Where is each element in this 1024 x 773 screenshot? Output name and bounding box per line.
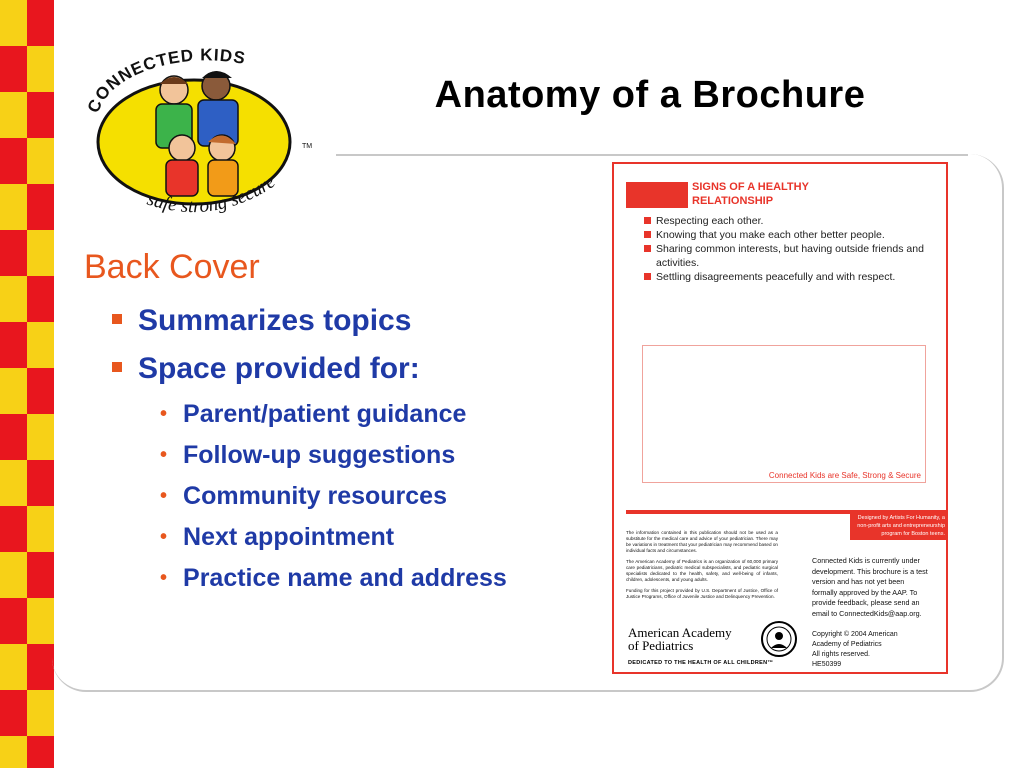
dot-bullet-icon: • [160, 403, 168, 425]
brochure-list [644, 214, 926, 284]
stripe-cell [0, 644, 27, 690]
sub-bullet-item [160, 564, 507, 593]
bullet-text: Summarizes topics [138, 304, 412, 337]
stripe-cell [27, 368, 54, 414]
square-bullet-icon [112, 362, 122, 372]
sub-bullet-item [160, 441, 455, 470]
stripe-cell [27, 0, 54, 46]
logo-tagline: safe strong secure [144, 171, 280, 218]
stripe-cell [0, 598, 27, 644]
stripe-cell [0, 230, 27, 276]
stripe-cell [27, 322, 54, 368]
copyright-line: Academy of Pediatrics [812, 641, 882, 648]
stripe-cell [27, 184, 54, 230]
checkered-stripe [0, 0, 54, 768]
stripe-cell [0, 322, 27, 368]
sub-bullet-text: Practice name and address [183, 564, 507, 592]
bullet-text: Space provided for: [138, 352, 420, 385]
fine-print-paragraph: The American Academy of Pediatrics is an organization of 60,000 primary care pediatricians, pediatric medical subspecialists, and pediatric surgical specialists dedicated to the health, safety, and well-being of infants, children, adolescents, and young adults. [626, 559, 778, 582]
sub-bullet-text: Next appointment [183, 523, 395, 551]
dot-bullet-icon: • [160, 567, 168, 589]
brochure-fine-print [626, 530, 778, 605]
page-title: Anatomy of a Brochure [434, 74, 866, 116]
stripe-cell [27, 230, 54, 276]
aap-seal-icon [760, 620, 798, 658]
bullet-item [112, 304, 411, 338]
brochure-heading [692, 180, 809, 208]
brochure-status-note: Connected Kids is currently under development. This brochure is a test version and has not yet been formally approved by the AAP. To provide feedback, please send an email to ConnectedKids@aap.org. [812, 556, 928, 618]
brochure-list-item: Respecting each other. [644, 214, 926, 228]
stripe-cell [27, 276, 54, 322]
logo-arc-text: CONNECTED KIDS [83, 45, 248, 116]
sub-bullet-text: Community resources [183, 482, 447, 510]
brochure-box-caption: Connected Kids are Safe, Strong & Secure [768, 471, 921, 480]
aap-tagline: DEDICATED TO THE HEALTH OF ALL CHILDREN™ [628, 660, 774, 666]
stripe-cell [0, 46, 27, 92]
section-heading: Back Cover [84, 248, 260, 286]
stripe-cell [27, 414, 54, 460]
sub-bullet-text: Follow-up suggestions [183, 441, 456, 469]
square-bullet-icon [112, 314, 122, 324]
sub-bullet-item [160, 400, 466, 429]
dot-bullet-icon: • [160, 444, 168, 466]
checkered-stripe-pattern [0, 0, 54, 768]
stripe-cell [0, 184, 27, 230]
dot-bullet-icon: • [160, 485, 168, 507]
stripe-cell [0, 276, 27, 322]
bullet-item [112, 352, 420, 386]
aap-wordmark-line: of Pediatrics [628, 638, 694, 653]
brochure-list-item: Sharing common interests, but having outside friends and activities. [644, 242, 926, 270]
stripe-cell [0, 552, 27, 598]
stripe-cell [0, 414, 27, 460]
stripe-cell [27, 460, 54, 506]
brochure-notes-box [642, 345, 926, 483]
copyright-line: HE50399 [812, 661, 842, 668]
sub-bullet-text: Parent/patient guidance [183, 400, 467, 428]
stripe-cell [0, 0, 27, 46]
fine-print-paragraph: Funding for this project provided by U.S. Department of Justice, Office of Justice Programs, Office of Juvenile Justice and Delinquency Prevention. [626, 588, 778, 599]
brochure-list-item: Settling disagreements peacefully and with respect. [644, 270, 926, 284]
stripe-cell [27, 46, 54, 92]
stripe-cell [0, 690, 27, 736]
brochure-designer-credit: Designed by Artists For Humanity, a non-profit arts and entrepreneurship program for Boston teens. [850, 512, 948, 540]
stripe-cell [27, 644, 54, 690]
stripe-cell [0, 506, 27, 552]
stripe-cell [0, 368, 27, 414]
brochure-copyright [812, 630, 928, 670]
aap-wordmark-line: American Academy [628, 625, 732, 640]
stripe-cell [27, 598, 54, 644]
stripe-cell [0, 736, 27, 768]
stripe-cell [0, 138, 27, 184]
fine-print-paragraph: The information contained in this publication should not be used as a substitute for the medical care and advice of your pediatrician. There may be variations in treatment that your pediatrician may recommend based on individual facts and circumstances. [626, 530, 778, 553]
stripe-cell [27, 552, 54, 598]
copyright-line: All rights reserved. [812, 651, 870, 658]
stripe-cell [27, 92, 54, 138]
brochure-back-cover [612, 162, 948, 674]
stripe-cell [0, 92, 27, 138]
brochure-heading-line: SIGNS OF A HEALTHY [692, 181, 809, 193]
brochure-list-item: Knowing that you make each other better people. [644, 228, 926, 242]
stripe-cell [27, 138, 54, 184]
stripe-cell [27, 506, 54, 552]
brochure-heading-line: RELATIONSHIP [692, 195, 774, 207]
aap-wordmark [628, 626, 732, 652]
stripe-cell [0, 460, 27, 506]
stripe-cell [27, 736, 54, 768]
stripe-cell [27, 690, 54, 736]
trademark-mark: TM [302, 143, 313, 150]
dot-bullet-icon: • [160, 526, 168, 548]
sub-bullet-item [160, 482, 447, 511]
copyright-line: Copyright © 2004 American [812, 631, 898, 638]
brochure-red-block [626, 182, 688, 208]
sub-bullet-item [160, 523, 394, 552]
